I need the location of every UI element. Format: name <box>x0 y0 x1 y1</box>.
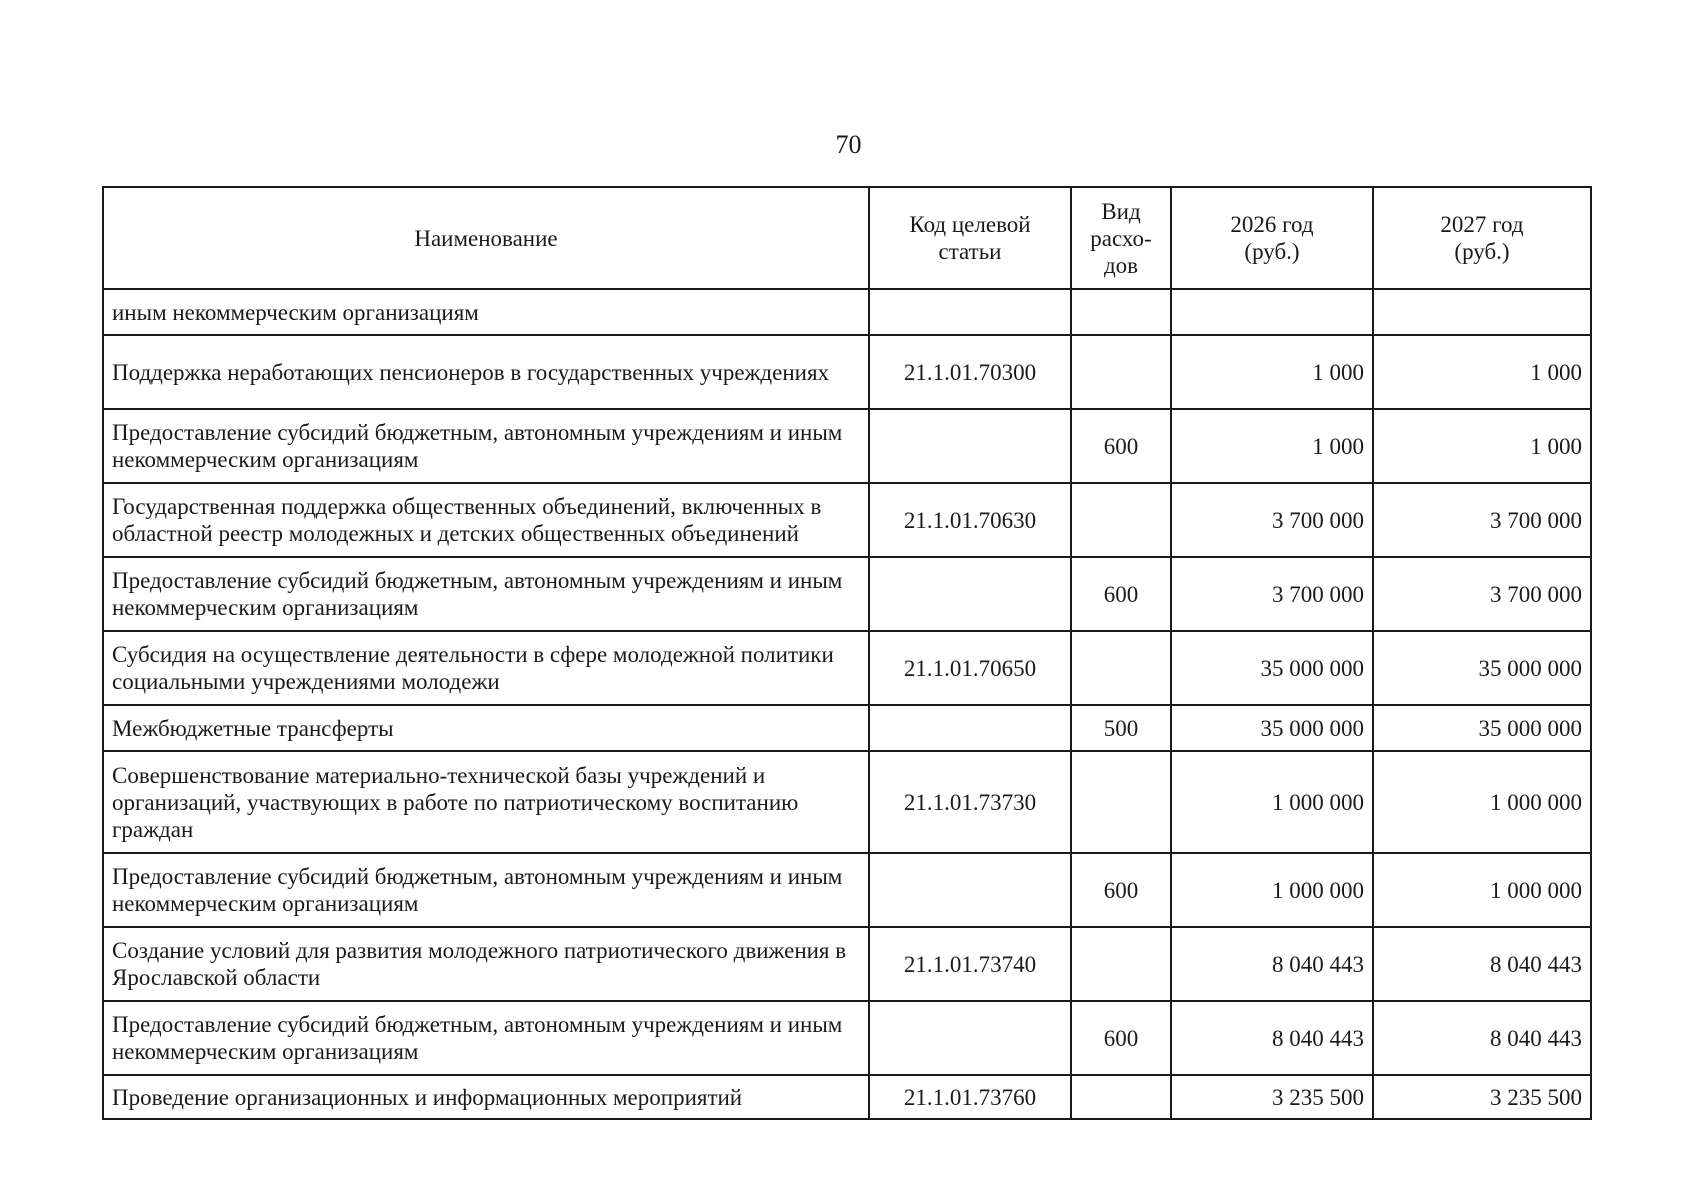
row-2026: 8 040 443 <box>1171 927 1373 1001</box>
row-code <box>869 705 1071 751</box>
row-2027: 35 000 000 <box>1373 631 1591 705</box>
row-code <box>869 557 1071 631</box>
row-code: 21.1.01.73740 <box>869 927 1071 1001</box>
row-expense-type <box>1071 483 1171 557</box>
row-2027: 8 040 443 <box>1373 927 1591 1001</box>
row-code <box>869 1001 1071 1075</box>
table-row <box>103 705 1591 751</box>
row-expense-type <box>1071 751 1171 853</box>
page-number: 70 <box>835 130 862 159</box>
row-name: Совершенствование материально-технической базы учреждений и организаций, участвующих в работе по патриотическому воспитанию граждан <box>103 751 869 853</box>
row-code: 21.1.01.70630 <box>869 483 1071 557</box>
row-code: 21.1.01.73760 <box>869 1075 1071 1119</box>
row-2027: 8 040 443 <box>1373 1001 1591 1075</box>
row-2027: 1 000 <box>1373 409 1591 483</box>
table-header-row <box>103 187 1591 289</box>
row-name: иным некоммерческим организациям <box>103 289 869 335</box>
header-2026 <box>1171 187 1373 289</box>
row-2027: 35 000 000 <box>1373 705 1591 751</box>
row-2027: 3 235 500 <box>1373 1075 1591 1119</box>
row-2026: 3 700 000 <box>1171 483 1373 557</box>
table-row <box>103 927 1591 1001</box>
table-row <box>103 751 1591 853</box>
header-type-line2: расхо- <box>1090 225 1152 251</box>
row-2026: 1 000 000 <box>1171 853 1373 927</box>
row-2026: 1 000 000 <box>1171 751 1373 853</box>
row-expense-type: 500 <box>1071 705 1171 751</box>
row-name: Предоставление субсидий бюджетным, автономным учреждениям и иным некоммерческим организациям <box>103 409 869 483</box>
row-2027: 3 700 000 <box>1373 483 1591 557</box>
row-2027: 3 700 000 <box>1373 557 1591 631</box>
row-2026 <box>1171 289 1373 335</box>
row-name: Государственная поддержка общественных объединений, включенных в областной реестр молодежных и детских общественных объединений <box>103 483 869 557</box>
row-expense-type <box>1071 927 1171 1001</box>
header-2026-line1: 2026 год <box>1230 212 1314 237</box>
row-2027: 1 000 <box>1373 335 1591 409</box>
header-2027-line1: 2027 год <box>1440 212 1524 237</box>
row-expense-type <box>1071 1075 1171 1119</box>
header-2027-line2: (руб.) <box>1454 239 1510 264</box>
row-name: Проведение организационных и информационных мероприятий <box>103 1075 869 1119</box>
row-name: Предоставление субсидий бюджетным, автономным учреждениям и иным некоммерческим организациям <box>103 1001 869 1075</box>
row-expense-type <box>1071 335 1171 409</box>
row-expense-type: 600 <box>1071 409 1171 483</box>
row-name: Создание условий для развития молодежного патриотического движения в Ярославской области <box>103 927 869 1001</box>
budget-table <box>102 186 1592 1120</box>
row-2026: 1 000 <box>1171 409 1373 483</box>
row-code: 21.1.01.70300 <box>869 335 1071 409</box>
row-2026: 3 235 500 <box>1171 1075 1373 1119</box>
row-2026: 1 000 <box>1171 335 1373 409</box>
table-row <box>103 483 1591 557</box>
row-expense-type: 600 <box>1071 1001 1171 1075</box>
header-type-line1: Вид <box>1101 198 1141 224</box>
row-code: 21.1.01.73730 <box>869 751 1071 853</box>
row-expense-type: 600 <box>1071 557 1171 631</box>
row-expense-type <box>1071 631 1171 705</box>
row-code <box>869 853 1071 927</box>
table-row <box>103 1001 1591 1075</box>
row-2026: 35 000 000 <box>1171 631 1373 705</box>
table-row <box>103 409 1591 483</box>
row-name: Поддержка неработающих пенсионеров в государственных учреждениях <box>103 335 869 409</box>
header-2026-line2: (руб.) <box>1244 239 1300 264</box>
row-expense-type: 600 <box>1071 853 1171 927</box>
row-2027: 1 000 000 <box>1373 751 1591 853</box>
table-row <box>103 1075 1591 1119</box>
header-code-line2: статьи <box>938 239 1002 264</box>
header-expense-type <box>1071 187 1171 289</box>
row-2026: 8 040 443 <box>1171 1001 1373 1075</box>
header-name-label: Наименование <box>414 225 558 251</box>
header-code-line1: Код целевой <box>909 212 1031 237</box>
table-row <box>103 557 1591 631</box>
table-row <box>103 289 1591 335</box>
header-2027 <box>1373 187 1591 289</box>
row-code <box>869 289 1071 335</box>
row-code <box>869 409 1071 483</box>
row-2027 <box>1373 289 1591 335</box>
row-2027: 1 000 000 <box>1373 853 1591 927</box>
row-expense-type <box>1071 289 1171 335</box>
table-row <box>103 631 1591 705</box>
row-name: Предоставление субсидий бюджетным, автономным учреждениям и иным некоммерческим организациям <box>103 557 869 631</box>
row-name: Предоставление субсидий бюджетным, автономным учреждениям и иным некоммерческим организациям <box>103 853 869 927</box>
row-2026: 35 000 000 <box>1171 705 1373 751</box>
row-code: 21.1.01.70650 <box>869 631 1071 705</box>
header-name <box>103 187 869 289</box>
row-2026: 3 700 000 <box>1171 557 1373 631</box>
row-name: Субсидия на осуществление деятельности в сфере молодежной политики социальными учреждениями молодежи <box>103 631 869 705</box>
table-row <box>103 853 1591 927</box>
header-code <box>869 187 1071 289</box>
table-row <box>103 335 1591 409</box>
header-type-line3: дов <box>1103 252 1139 278</box>
row-name: Межбюджетные трансферты <box>103 705 869 751</box>
